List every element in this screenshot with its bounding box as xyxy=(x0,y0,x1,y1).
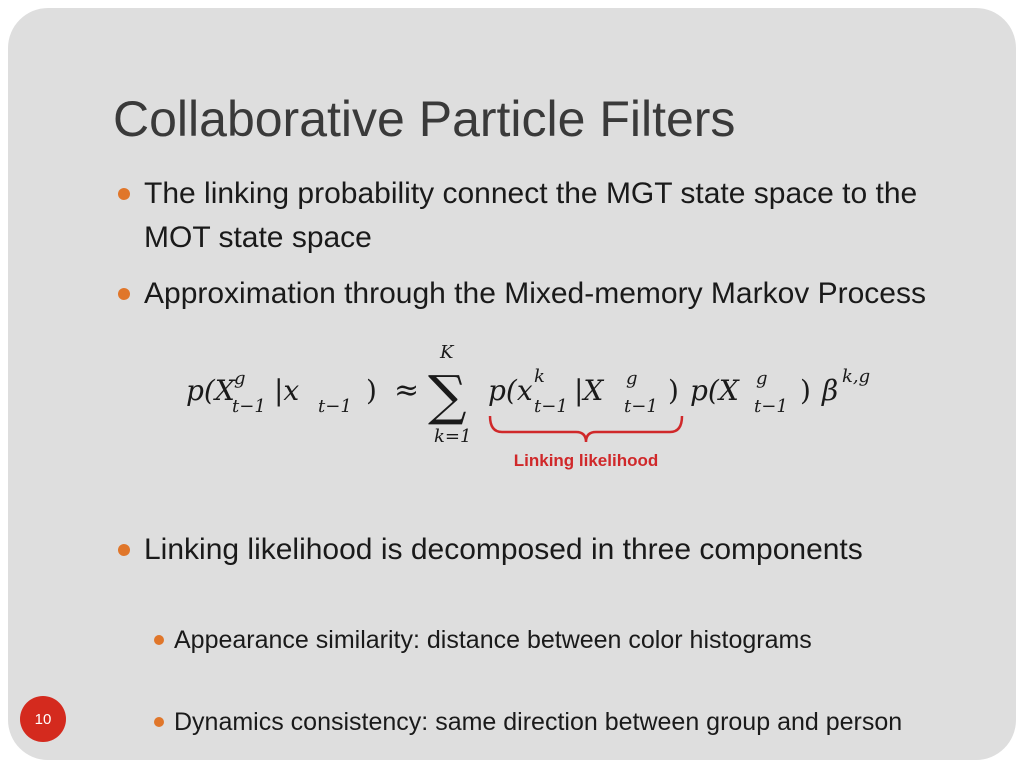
bullet-text: Linking likelihood is decomposed in three components xyxy=(144,533,863,566)
formula-lhs: p(X xyxy=(186,374,235,407)
formula-term1-sub: t−1 xyxy=(534,396,568,417)
formula-beta-sup: k,g xyxy=(842,366,871,387)
sum-icon: ∑ xyxy=(428,364,467,427)
bullet-item xyxy=(144,172,944,260)
formula-paren: ) xyxy=(366,374,377,407)
bullet-item xyxy=(144,528,944,572)
underbrace-icon xyxy=(490,416,682,442)
formula-beta: β xyxy=(822,374,839,407)
formula-term1-mid-sub: t−1 xyxy=(624,396,658,417)
formula-annotation: Linking likelihood xyxy=(513,451,659,470)
bullet-dot-icon xyxy=(118,288,130,300)
formula-lhs-mid-sub: t−1 xyxy=(318,396,352,417)
formula-lhs-sub: t−1 xyxy=(232,396,266,417)
formula-paren: ) xyxy=(800,374,811,407)
bullet-dot-icon xyxy=(154,717,164,727)
bullet-dot-icon xyxy=(118,188,130,200)
page-number-badge: 10 xyxy=(20,696,66,742)
slide xyxy=(8,8,1016,760)
bullet-dot-icon xyxy=(118,544,130,556)
formula-term1-sup: k xyxy=(534,366,545,387)
formula-sum-upper: K xyxy=(440,342,454,363)
sub-bullet-text: Appearance similarity: distance between color histograms xyxy=(174,626,812,654)
formula-paren: ) xyxy=(668,374,679,407)
bullet-text: Approximation through the Mixed-memory Markov Process xyxy=(144,277,926,310)
formula-approx: ≈ xyxy=(394,373,420,408)
sub-bullet-item xyxy=(174,622,934,659)
sub-bullet-text: Dynamics consistency: same direction between group and person xyxy=(174,708,903,736)
formula-term2-sub: t−1 xyxy=(754,396,788,417)
bullet-item xyxy=(144,272,944,316)
formula-term2: p(X xyxy=(690,374,739,407)
formula-term1-mid: |X xyxy=(574,374,604,407)
formula-term1-mid-sup: g xyxy=(626,368,638,389)
bullet-text: The linking probability connect the MGT state space to the MOT state space xyxy=(144,177,918,254)
formula-term1: p(x xyxy=(488,374,533,407)
formula-sum-lower: k=1 xyxy=(434,426,472,447)
formula xyxy=(178,338,898,470)
formula-lhs-sup: g xyxy=(234,368,246,389)
slide-title: Collaborative Particle Filters xyxy=(113,91,736,147)
formula-term2-sup: g xyxy=(756,368,768,389)
sub-bullet-item xyxy=(174,704,934,741)
formula-lhs-mid: |x xyxy=(274,374,300,407)
bullet-dot-icon xyxy=(154,635,164,645)
